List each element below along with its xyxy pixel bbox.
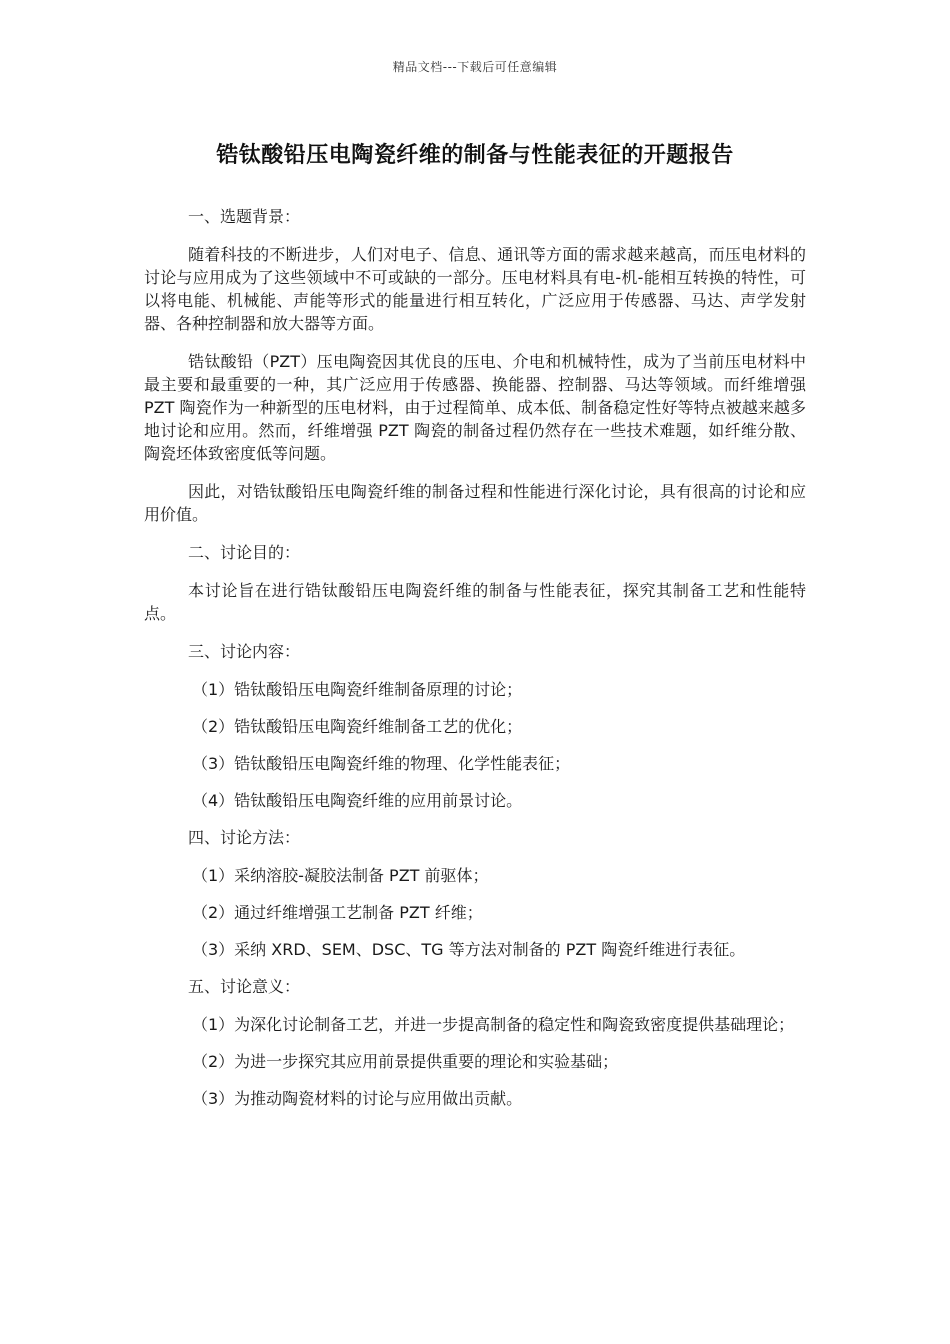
section-heading-significance: 五、讨论意义： (188, 977, 301, 996)
methods-list-item: （3）采纳 XRD、SEM、DSC、TG 等方法对制备的 PZT 陶瓷纤维进行表征。 (192, 940, 746, 959)
significance-list-item: （2）为进一步探究其应用前景提供重要的理论和实验基础； (192, 1052, 619, 1071)
section-heading-purpose: 二、讨论目的： (188, 543, 301, 562)
background-paragraph-2: 锆钛酸铅（PZT）压电陶瓷因其优良的压电、介电和机械特性，成为了当前压电材料中最主要和最重要的一种，其广泛应用于传感器、换能器、控制器、马达等领域。而纤维增强 PZT 陶瓷作为一种新型的压电材料，由于过程简单、成本低、制备稳定性好等特点被越来越多地讨论和应用。然而，纤维增强 PZT 陶瓷的制备过程仍然存在一些技术难题，如纤维分散、陶瓷坯体致密度低等问题。 (144, 352, 806, 463)
content-list-item: （1）锆钛酸铅压电陶瓷纤维制备原理的讨论； (192, 680, 523, 699)
methods-list-item: （1）采纳溶胶-凝胶法制备 PZT 前驱体； (192, 866, 489, 885)
purpose-paragraph: 本讨论旨在进行锆钛酸铅压电陶瓷纤维的制备与性能表征，探究其制备工艺和性能特点。 (144, 581, 806, 623)
significance-list-item: （3）为推动陶瓷材料的讨论与应用做出贡献。 (192, 1089, 523, 1108)
document-title: 锆钛酸铅压电陶瓷纤维的制备与性能表征的开题报告 (216, 143, 734, 168)
background-paragraph-3: 因此，对锆钛酸铅压电陶瓷纤维的制备过程和性能进行深化讨论，具有很高的讨论和应用价值。 (144, 482, 806, 524)
content-list-item: （2）锆钛酸铅压电陶瓷纤维制备工艺的优化； (192, 717, 523, 736)
document-body (144, 205, 806, 1124)
section-heading-methods: 四、讨论方法： (188, 828, 301, 847)
running-header: 精品文档---下载后可任意编辑 (392, 60, 558, 74)
section-heading-content: 三、讨论内容： (188, 642, 301, 661)
content-list-item: （3）锆钛酸铅压电陶瓷纤维的物理、化学性能表征； (192, 754, 571, 773)
section-heading-background: 一、选题背景： (188, 207, 301, 226)
content-list-item: （4）锆钛酸铅压电陶瓷纤维的应用前景讨论。 (192, 791, 523, 810)
background-paragraph-1: 随着科技的不断进步，人们对电子、信息、通讯等方面的需求越来越高，而压电材料的讨论与应用成为了这些领域中不可或缺的一部分。压电材料具有电-机-能相互转换的特性，可以将电能、机械能、声能等形式的能量进行相互转化，广泛应用于传感器、马达、声学发射器、各种控制器和放大器等方面。 (144, 245, 806, 333)
methods-list-item: （2）通过纤维增强工艺制备 PZT 纤维； (192, 903, 483, 922)
significance-list-item: （1）为深化讨论制备工艺，并进一步提高制备的稳定性和陶瓷致密度提供基础理论； (192, 1015, 795, 1034)
